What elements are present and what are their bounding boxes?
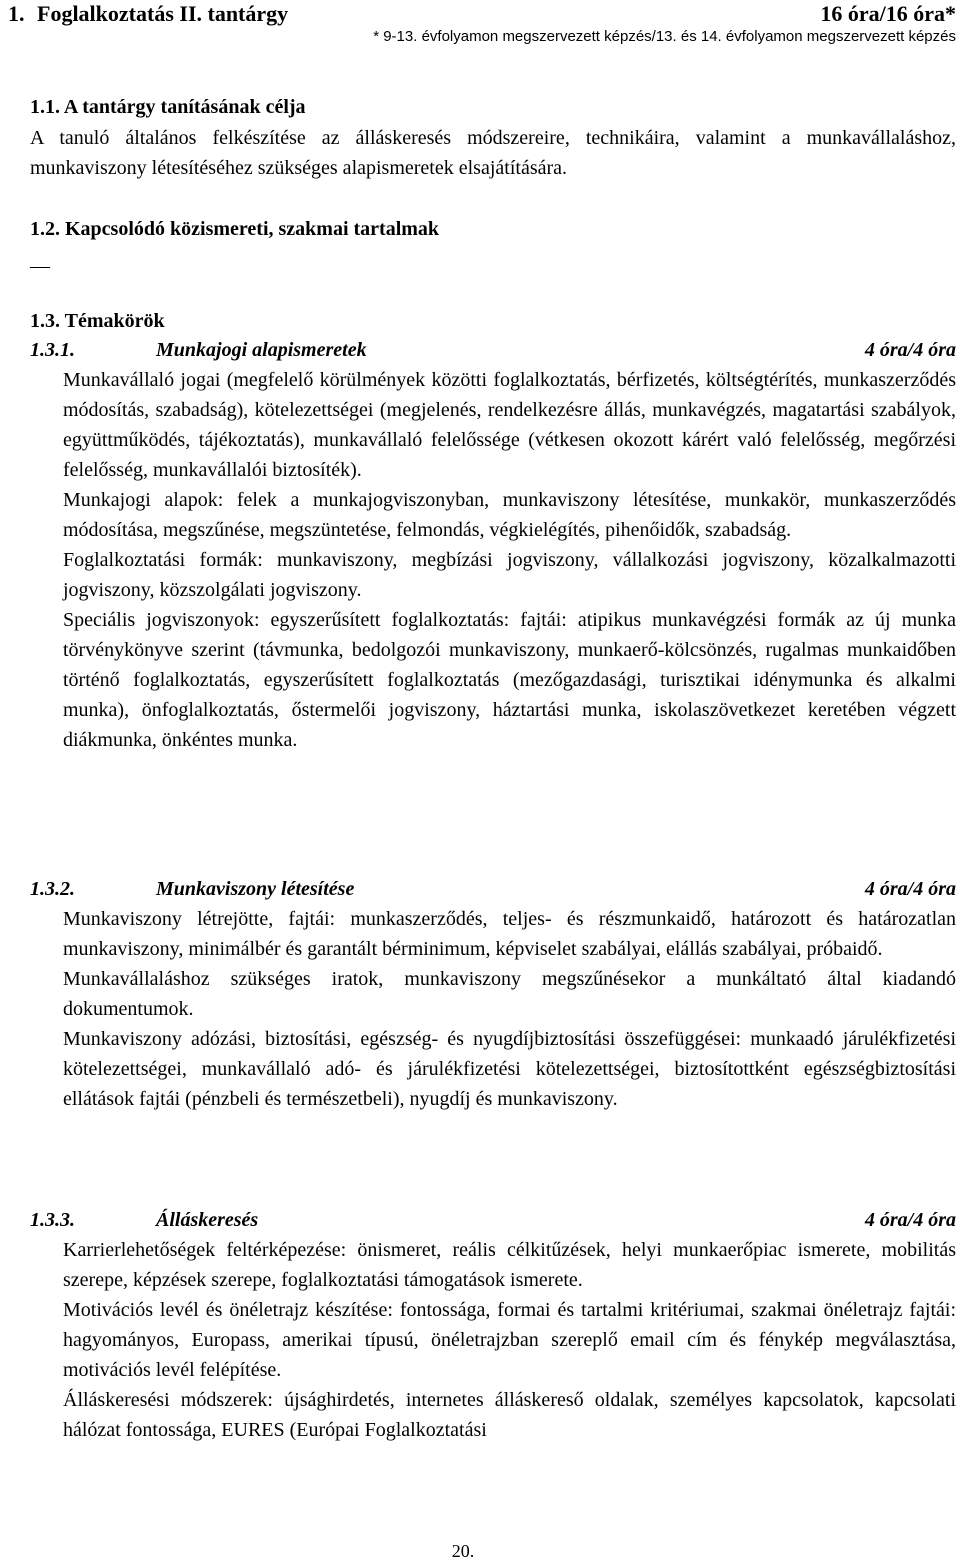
goal-text: A tanuló általános felkészítése az álláskeresés módszereire, technikáira, valamint a munkavállaláshoz, munkaviszony létesítéséhez szükséges alapismeretek elsajátítására.	[30, 127, 956, 179]
topic-paragraph: Munkaviszony létrejötte, fajtái: munkaszerződés, teljes- és részmunkaidő, határozott és határozatlan munkaviszony, minimálbér és garantált bérminimum, képviselet szabályai, elállás szabályai, próbaidő.	[63, 908, 956, 960]
topics-heading: 1.3. Témakörök	[30, 310, 165, 332]
topic-body-1	[63, 365, 956, 755]
topic-paragraph: Munkajogi alapok: felek a munkajogviszonyban, munkaviszony létesítése, munkakör, munkaszerződés módosítása, megszűnése, megszüntetése, felmondás, végkielégítés, pihenőidők, szabadság.	[63, 489, 956, 541]
topic-paragraph: Álláskeresési módszerek: újsághirdetés, internetes álláskereső oldalak, személyes kapcsolatok, kapcsolati hálózat fontossága, EURES (Európai Foglalkoztatási	[63, 1389, 956, 1441]
topic-heading-2	[30, 874, 956, 904]
topic-number: 1.3.2.	[30, 878, 75, 900]
topic-hours: 4 óra/4 óra	[864, 1209, 956, 1231]
topic-title: Munkajogi alapismeretek	[156, 339, 367, 361]
chapter-hours: 16 óra/16 óra*	[820, 1, 956, 26]
topic-paragraph: Munkavállaló jogai (megfelelő körülmények közötti foglalkoztatás, bérfizetés, költségtérítés, munkaszerződés módosítás, szabadság), kötelezettségei (megjelenés, rendelkezésre állás, munkavégzés, magatartási szabályok, együttműködés, tájékoztatás), munkavállaló felelőssége (vétkesen okozott kárért való felelősség, megőrzési felelősség, munkavállalói biztosíték).	[63, 369, 956, 481]
topic-heading-3	[30, 1205, 956, 1235]
topic-paragraph: Karrierlehetőségek feltérképezése: önismeret, reális célkitűzések, helyi munkaerőpiac ismerete, mobilitás szerepe, képzések szerepe, foglalkoztatási támogatások ismerete.	[63, 1239, 956, 1291]
topic-paragraph: Munkaviszony adózási, biztosítási, egészség- és nyugdíjbiztosítási összefüggései: munkaadó járulékfizetési kötelezettségei, munkavállaló adó- és járulékfizetési kötelezettségei, biztosítottként egészségbiztosítási ellátások fajtái (pénzbeli és természetbeli), nyugdíj és munkaviszony.	[63, 1028, 956, 1110]
topic-paragraph: Speciális jogviszonyok: egyszerűsített foglalkoztatás: fajtái: atipikus munkavégzési formák az új munka törvénykönyve szerint (távmunka, bedolgozói munkaviszony, munkaerő-kölcsönzés, rugalmas munkaidőben történő foglalkoztatás, egyszerűsített foglalkoztatás (mezőgazdasági, turisztikai idénymunka és alkalmi munka), önfoglalkoztatás, őstermelői jogviszony, háztartási munka, iskolaszövetkezet keretében végzett diákmunka, önkéntes munka.	[63, 609, 956, 751]
topic-body-3	[63, 1235, 956, 1445]
goal-heading: 1.1. A tantárgy tanításának célja	[30, 96, 306, 118]
topic-paragraph: Motivációs levél és önéletrajz készítése: fontossága, formai és tartalmi kritériumai, szakmai önéletrajz fajtái: hagyományos, Europass, amerikai típusú, önéletrajzban szereplő email cím és fénykép megválasztása, motivációs levél felépítése.	[63, 1299, 956, 1381]
chapter-number: 1.	[8, 1, 25, 26]
topic-hours: 4 óra/4 óra	[864, 878, 956, 900]
chapter-heading	[8, 1, 956, 27]
topic-title: Munkaviszony létesítése	[156, 878, 355, 900]
topic-body-2	[63, 904, 956, 1114]
related-dash: —	[30, 255, 50, 277]
topic-paragraph: Foglalkoztatási formák: munkaviszony, megbízási jogviszony, vállalkozási jogviszony, közalkalmazotti jogviszony, közszolgálati jogviszony.	[63, 549, 956, 601]
topic-paragraph: Munkavállaláshoz szükséges iratok, munkaviszony megszűnésekor a munkáltató által kiadandó dokumentumok.	[63, 968, 956, 1020]
topic-heading-1	[30, 335, 956, 365]
chapter-footnote: * 9-13. évfolyamon megszervezett képzés/13. és 14. évfolyamon megszervezett képzés	[373, 28, 956, 45]
topic-title: Álláskeresés	[156, 1209, 259, 1231]
page-number: 20.	[451, 1541, 475, 1561]
related-heading: 1.2. Kapcsolódó közismereti, szakmai tartalmak	[30, 218, 440, 240]
topic-number: 1.3.1.	[30, 339, 75, 361]
chapter-title: Foglalkoztatás II. tantárgy	[37, 1, 289, 26]
topic-number: 1.3.3.	[30, 1209, 75, 1231]
topic-hours: 4 óra/4 óra	[864, 339, 956, 361]
